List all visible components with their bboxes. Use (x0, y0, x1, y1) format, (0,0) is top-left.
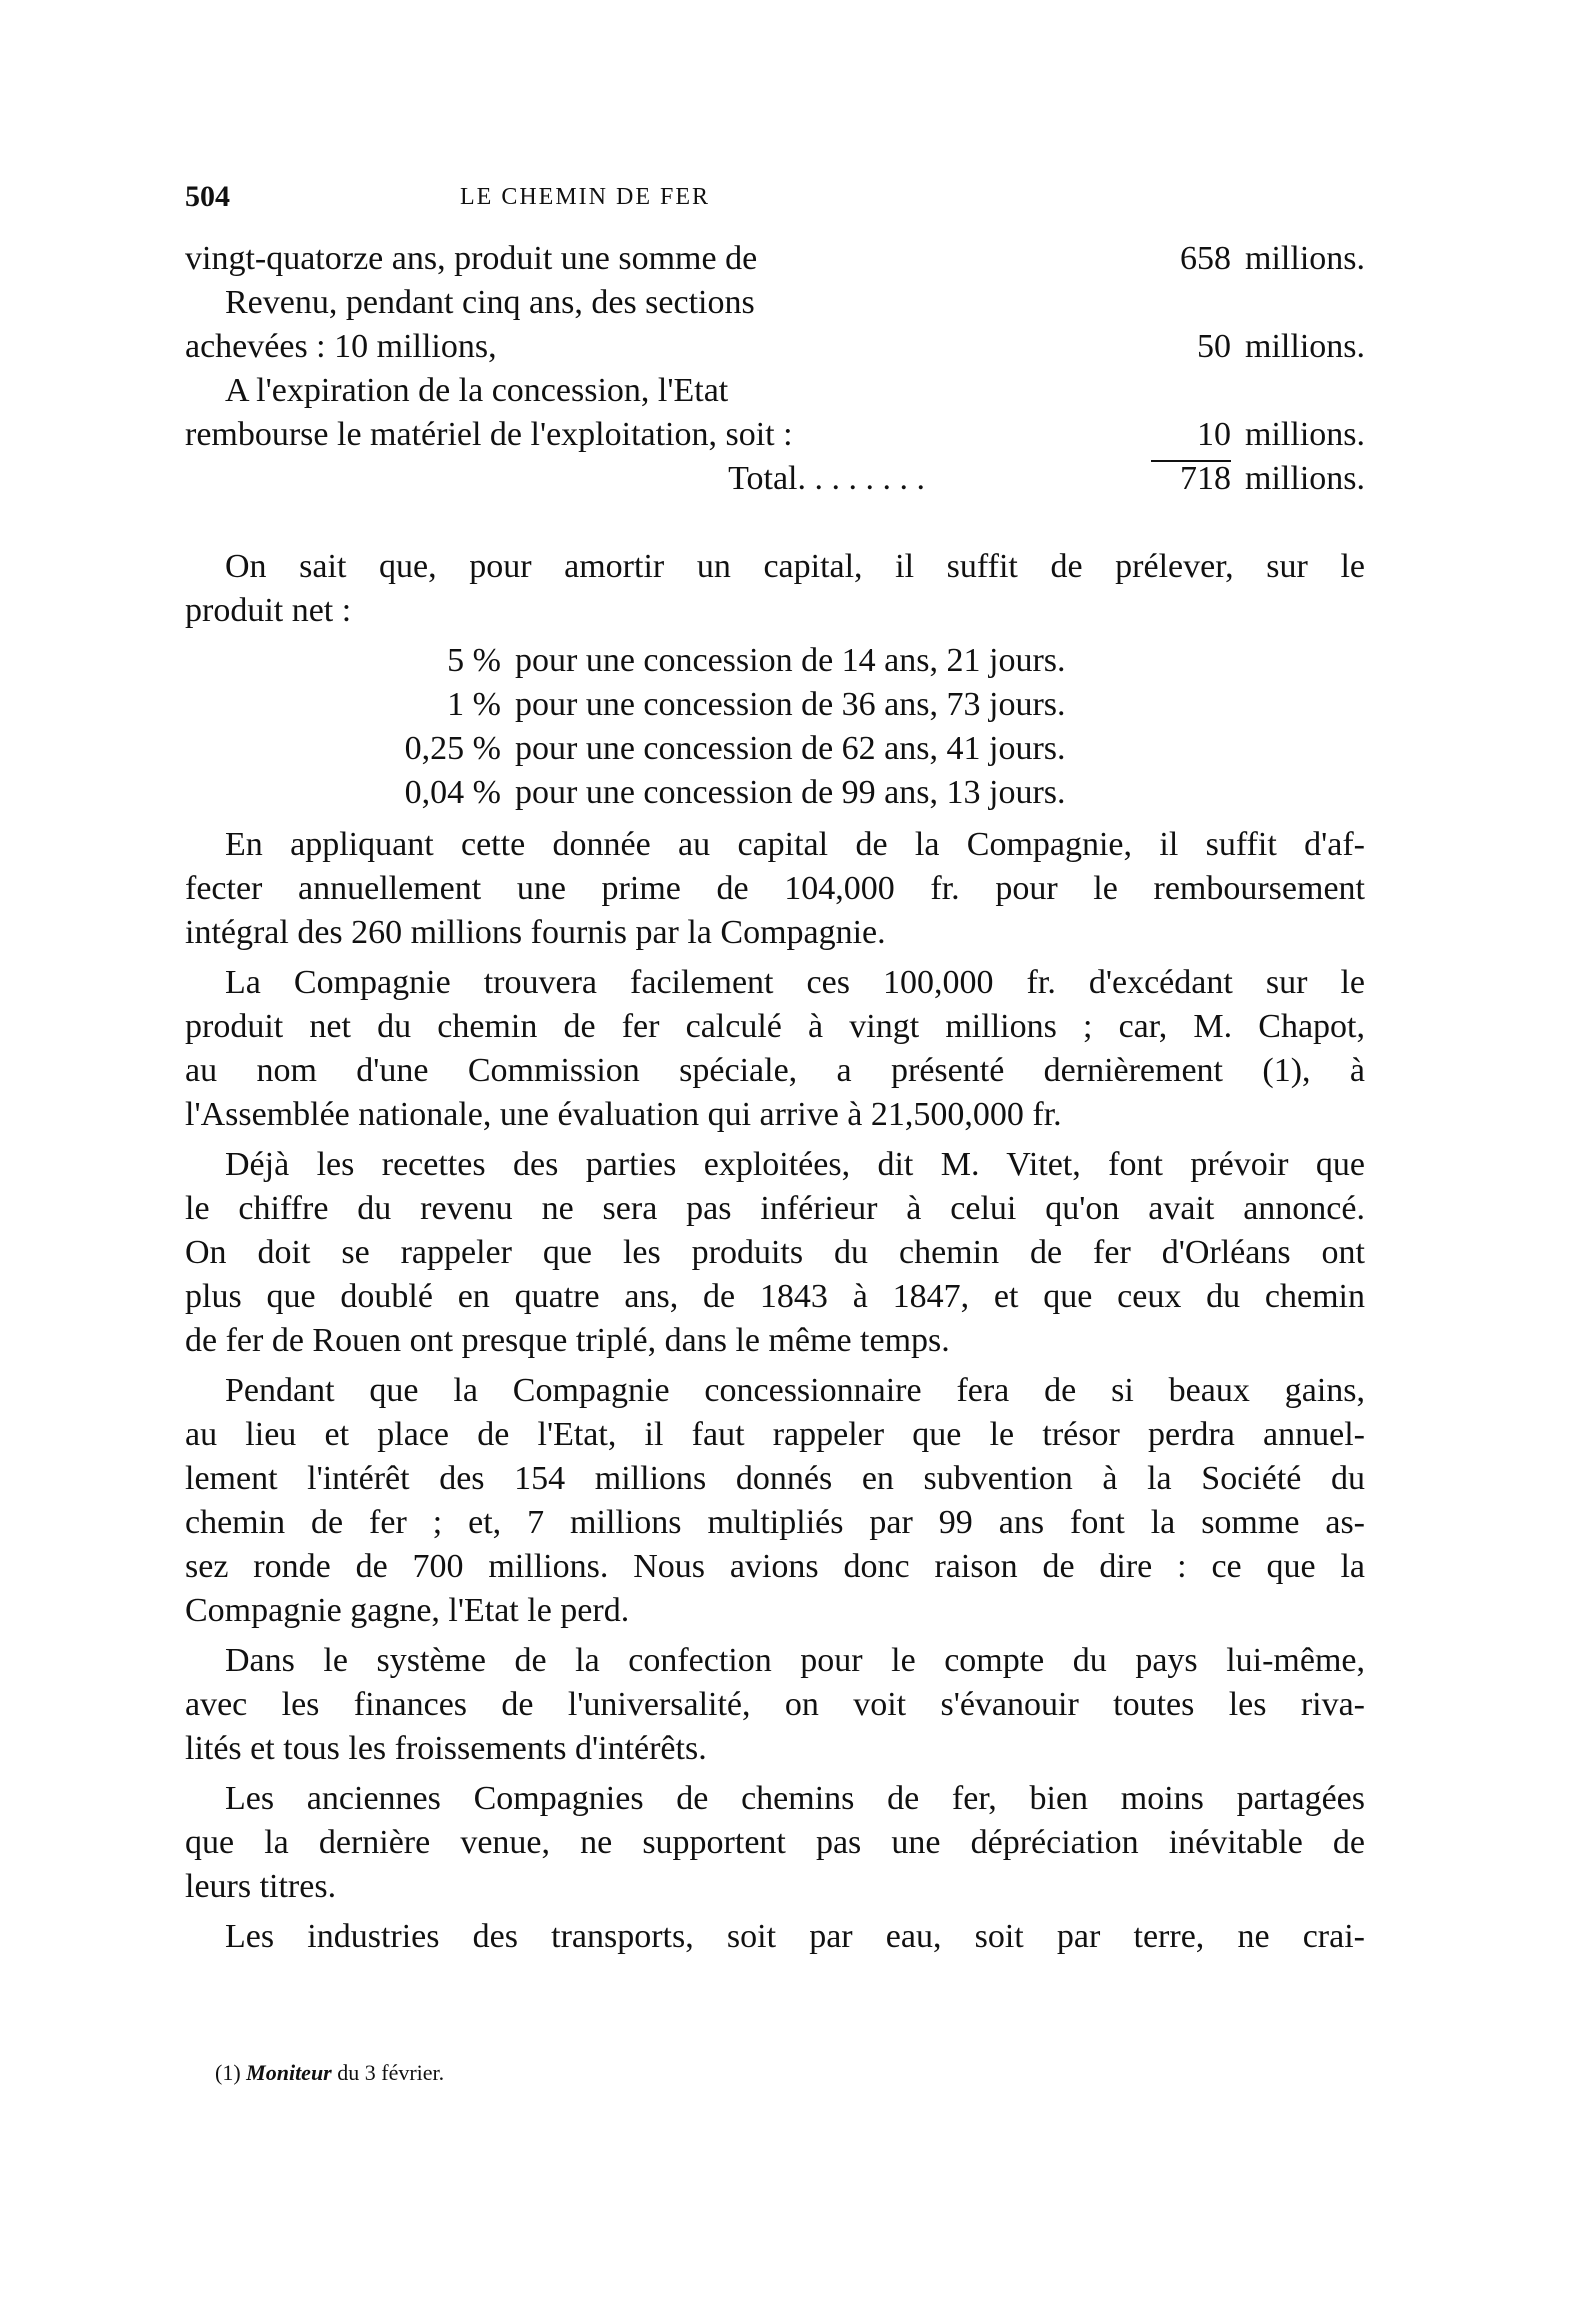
text-line: La Compagnie trouvera facilement ces 100,000 fr. d'excédant sur le (225, 964, 1365, 1001)
ledger-amount-cell (985, 284, 1365, 322)
amortization-row (185, 639, 1365, 683)
amortization-rate: 1 % (447, 686, 501, 723)
amortization-text: pour une concession de 62 ans, 41 jours. (515, 730, 1066, 767)
amortization-rate: 0,25 % (404, 730, 501, 767)
ledger-description: Revenu, pendant cinq ans, des sections (225, 284, 755, 321)
running-head (185, 180, 1365, 214)
paragraph (185, 1369, 1365, 1633)
text-line: Dans le système de la confection pour le compte du pays lui-même, (225, 1642, 1365, 1679)
text-line: plus que doublé en quatre ans, de 1843 à 1847, et que ceux du chemin (185, 1278, 1365, 1315)
footnote-text: du 3 février. (337, 2060, 445, 2085)
ledger-unit: millions. (1245, 460, 1365, 497)
ledger-amount: 10 (1197, 416, 1232, 453)
text-line: Pendant que la Compagnie concessionnaire fera de si beaux gains, (225, 1372, 1365, 1409)
amortization-row (185, 683, 1365, 727)
text-line: lités et tous les froissements d'intérêts. (185, 1730, 707, 1767)
text-line: au lieu et place de l'Etat, il faut rappeler que le trésor perdra annuel- (185, 1416, 1365, 1453)
paragraph (185, 1915, 1365, 1959)
ledger-amount-cell (985, 416, 1365, 454)
running-title: LE CHEMIN DE FER (460, 184, 710, 210)
body-text (185, 545, 1365, 1965)
ledger-row (185, 284, 1365, 328)
paragraph (185, 1639, 1365, 1771)
ledger-row (185, 328, 1365, 372)
amortization-text: pour une concession de 14 ans, 21 jours. (515, 642, 1066, 679)
text-line: produit net : (185, 592, 352, 629)
amortization-text: pour une concession de 36 ans, 73 jours. (515, 686, 1066, 723)
text-line: que la dernière venue, ne supportent pas une dépréciation inévitable de (185, 1824, 1365, 1861)
ledger-total-row (185, 460, 1365, 504)
amortization-rate: 0,04 % (404, 774, 501, 811)
ledger-total-label: Total. . . . . . . . (728, 460, 925, 497)
paragraph (185, 1143, 1365, 1363)
text-line: En appliquant cette donnée au capital de la Compagnie, il suffit d'af- (225, 826, 1365, 863)
ledger-description: vingt-quatorze ans, produit une somme de (185, 240, 758, 277)
amortization-rate: 5 % (447, 642, 501, 679)
text-line: produit net du chemin de fer calculé à vingt millions ; car, M. Chapot, (185, 1008, 1365, 1045)
footnote (215, 2060, 444, 2086)
ledger-description: rembourse le matériel de l'exploitation, soit : (185, 416, 793, 453)
footnote-marker: (1) (215, 2060, 241, 2085)
text-line: Les industries des transports, soit par eau, soit par terre, ne crai- (225, 1918, 1365, 1955)
ledger-amount: 50 (1197, 328, 1232, 365)
footnote-source: Moniteur (246, 2060, 332, 2085)
paragraph (185, 823, 1365, 955)
paragraph (185, 1777, 1365, 1909)
ledger-amount-cell (985, 460, 1365, 498)
paragraph (185, 545, 1365, 633)
text-line: Les anciennes Compagnies de chemins de fer, bien moins partagées (225, 1780, 1365, 1817)
ledger-row (185, 416, 1365, 460)
text-line: avec les finances de l'universalité, on voit s'évanouir toutes les riva- (185, 1686, 1365, 1723)
text-line: le chiffre du revenu ne sera pas inférieur à celui qu'on avait annoncé. (185, 1190, 1365, 1227)
text-line: de fer de Rouen ont presque triplé, dans le même temps. (185, 1322, 950, 1359)
text-line: chemin de fer ; et, 7 millions multipliés par 99 ans font la somme as- (185, 1504, 1365, 1541)
ledger-amount-cell (985, 328, 1365, 366)
ledger-description: A l'expiration de la concession, l'Etat (225, 372, 729, 409)
page-number: 504 (185, 180, 230, 213)
text-line: On doit se rappeler que les produits du chemin de fer d'Orléans ont (185, 1234, 1365, 1271)
text-line: fecter annuellement une prime de 104,000 fr. pour le remboursement (185, 870, 1365, 907)
text-line: l'Assemblée nationale, une évaluation qui arrive à 21,500,000 fr. (185, 1096, 1062, 1133)
ledger-amount-cell (985, 240, 1365, 278)
text-line: sez ronde de 700 millions. Nous avions donc raison de dire : ce que la (185, 1548, 1365, 1585)
text-line: lement l'intérêt des 154 millions donnés en subvention à la Société du (185, 1460, 1365, 1497)
ledger-total-amount: 718 (1151, 460, 1231, 496)
text-line: intégral des 260 millions fournis par la Compagnie. (185, 914, 886, 951)
amortization-row (185, 771, 1365, 815)
ledger-description: achevées : 10 millions, (185, 328, 497, 365)
amortization-table (185, 639, 1365, 815)
ledger-unit: millions. (1245, 240, 1365, 277)
ledger-amount-cell (985, 372, 1365, 410)
ledger-amount: 658 (1180, 240, 1232, 277)
amortization-row (185, 727, 1365, 771)
text-line: Compagnie gagne, l'Etat le perd. (185, 1592, 630, 1629)
ledger-row (185, 240, 1365, 284)
paragraph (185, 961, 1365, 1137)
ledger-unit: millions. (1245, 416, 1365, 453)
text-line: On sait que, pour amortir un capital, il suffit de prélever, sur le (225, 548, 1365, 585)
text-line: Déjà les recettes des parties exploitées, dit M. Vitet, font prévoir que (225, 1146, 1365, 1183)
revenue-ledger (185, 240, 1365, 504)
ledger-row (185, 372, 1365, 416)
ledger-unit: millions. (1245, 328, 1365, 365)
text-line: leurs titres. (185, 1868, 337, 1905)
text-line: au nom d'une Commission spéciale, a présenté dernièrement (1), à (185, 1052, 1365, 1089)
amortization-text: pour une concession de 99 ans, 13 jours. (515, 774, 1066, 811)
